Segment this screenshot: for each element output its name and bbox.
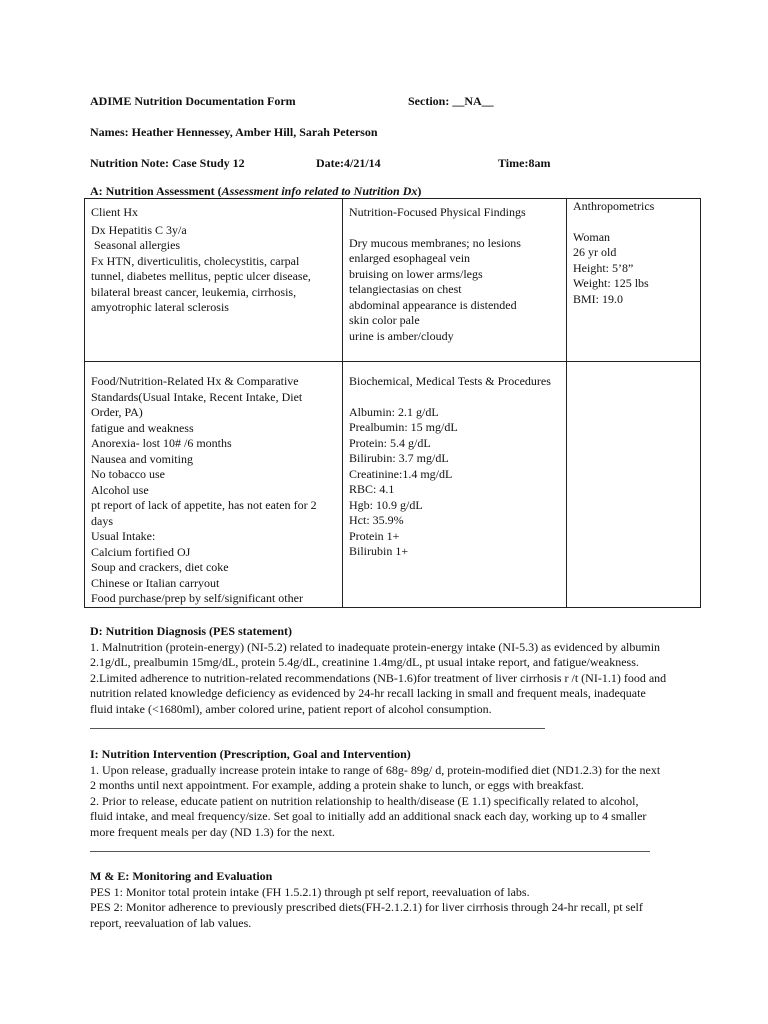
intervention-line: 2. Prior to release, educate patient on nutrition relationship to health/disease (E 1.1) specifically related to alcohol, [90, 793, 639, 808]
physical-findings-line: abdominal appearance is distended [349, 297, 517, 312]
nutrition-note: Nutrition Note: Case Study 12 [90, 156, 245, 170]
food-hx-line: fatigue and weakness [91, 420, 194, 435]
empty-cell [567, 362, 701, 608]
biochemical-line: Hgb: 10.9 g/dL [349, 497, 423, 512]
intervention-line: 1. Upon release, gradually increase protein intake to range of 68g- 89g/ d, protein-modified diet (ND1.2.3) for the next [90, 762, 661, 777]
physical-findings-line: telangiectasias on chest [349, 282, 462, 296]
form-title: ADIME Nutrition Documentation Form [90, 94, 296, 108]
food-hx-heading: Order, PA) [91, 405, 143, 419]
food-hx-line: No tobacco use [91, 467, 165, 481]
client-hx-line: Dx Hepatitis C 3y/a [91, 222, 187, 237]
names-line: Names: Heather Hennessey, Amber Hill, Sarah Peterson [90, 125, 378, 139]
biochemical-line: Hct: 35.9% [349, 513, 404, 527]
diagnosis-line: nutrition related knowledge deficiency as evidenced by 24-hr recall lacking in small and frequent meals, inadequate [90, 686, 646, 700]
physical-findings-line: Dry mucous membranes; no lesions [349, 235, 521, 250]
food-hx-line: pt report of lack of appetite, has not eaten for 2 [91, 498, 317, 512]
food-hx-line: Alcohol use [91, 482, 149, 497]
food-hx-line: Food purchase/prep by self/significant other [91, 591, 303, 605]
monitoring-title: M & E: Monitoring and Evaluation [90, 869, 273, 883]
biochemical-line: Creatinine:1.4 mg/dL [349, 466, 453, 481]
diagnosis-line: 1. Malnutrition (protein-energy) (NI-5.2) related to inadequate protein-energy intake (NI-5.3) as evidenced by albumin [90, 639, 661, 654]
food-hx-line: Calcium fortified OJ [91, 544, 191, 559]
time-field: Time:8am [498, 156, 551, 170]
anthropometrics-line: 26 yr old [573, 245, 617, 259]
biochemical-line: RBC: 4.1 [349, 482, 395, 496]
food-hx-line: Anorexia- lost 10# /6 months [91, 436, 232, 450]
assessment-title: A: Nutrition Assessment (Assessment info related to Nutrition Dx) [90, 184, 422, 198]
biochemical-line: Albumin: 2.1 g/dL [349, 404, 439, 419]
food-hx-line: Chinese or Italian carryout [91, 575, 220, 590]
section-field: Section: __NA__ [408, 94, 494, 108]
diagnosis-line: 2.Limited adherence to nutrition-related recommendations (NB-1.6)for treatment of liver cirrhosis r /t (NI-1.1) food and [90, 670, 667, 685]
biochemical-heading: Biochemical, Medical Tests & Procedures [349, 374, 551, 388]
diagnosis-title: D: Nutrition Diagnosis (PES statement) [90, 624, 292, 638]
assessment-table [84, 198, 701, 608]
physical-findings-line: skin color pale [349, 313, 420, 327]
anthropometrics-line: BMI: 19.0 [573, 291, 624, 306]
intervention-line: 2 months until next appointment. For example, adding a protein shake to lunch, or eggs with breakfast. [90, 778, 584, 792]
client-hx-line: bilateral breast cancer, leukemia, cirrhosis, [91, 284, 297, 299]
anthropometrics-line: Weight: 125 lbs [573, 276, 649, 290]
anthropometrics-line: Woman [573, 229, 611, 244]
food-hx-line: days [91, 513, 113, 528]
physical-findings-cell [343, 199, 567, 362]
diagnosis-line: fluid intake (<1680ml), amber colored urine, patient report of alcohol consumption. [90, 701, 492, 716]
biochemical-line: Protein: 5.4 g/dL [349, 435, 431, 450]
intervention-title: I: Nutrition Intervention (Prescription, Goal and Intervention) [90, 747, 411, 761]
biochemical-line: Bilirubin: 3.7 mg/dL [349, 451, 449, 465]
diagnosis-line: 2.1g/dL, prealbumin 15mg/dL, protein 5.4g/dL, creatinine 1.4mg/dL, pt usual intake report, and fatigue/weakness. [90, 655, 639, 669]
client-hx-line: Fx HTN, diverticulitis, cholecystitis, carpal [91, 253, 300, 268]
biochemical-line: Bilirubin 1+ [349, 544, 409, 558]
monitoring-line: PES 2: Monitor adherence to previously prescribed diets(FH-2.1.2.1) for liver cirrhosis through 24-hr recall, pt self [90, 900, 643, 914]
biochemical-cell [343, 362, 567, 608]
physical-findings-heading: Nutrition-Focused Physical Findings [349, 205, 526, 219]
biochemical-line: Protein 1+ [349, 528, 400, 543]
monitoring-line: PES 1: Monitor total protein intake (FH 1.5.2.1) through pt self report, reevaluation of labs. [90, 884, 530, 899]
monitoring-section [90, 869, 690, 931]
section-divider [90, 851, 650, 852]
anthropometrics-cell [567, 199, 701, 362]
physical-findings-line: urine is amber/cloudy [349, 328, 454, 343]
client-hx-line: amyotrophic lateral sclerosis [91, 300, 229, 314]
physical-findings-line: bruising on lower arms/legs [349, 266, 483, 281]
intervention-line: fluid intake, and meal frequency/size. Set goal to initially add an additional snack each day, working up to 4 smaller [90, 809, 647, 823]
client-hx-line: Seasonal allergies [91, 238, 181, 252]
intervention-section [90, 747, 690, 840]
food-hx-line: Usual Intake: [91, 529, 156, 543]
monitoring-line: report, reevaluation of lab values. [90, 915, 252, 930]
anthropometrics-heading: Anthropometrics [573, 199, 655, 213]
client-hx-heading: Client Hx [91, 205, 138, 219]
food-hx-heading: Standards(Usual Intake, Recent Intake, Diet [91, 389, 303, 404]
section-divider [90, 728, 545, 729]
intervention-line: more frequent meals per day (ND 1.3) for the next. [90, 824, 335, 839]
food-hx-line: Soup and crackers, diet coke [91, 560, 229, 574]
biochemical-line: Prealbumin: 15 mg/dL [349, 420, 458, 434]
client-hx-cell [85, 199, 343, 362]
client-hx-line: tunnel, diabetes mellitus, peptic ulcer disease, [91, 269, 311, 283]
physical-findings-line: enlarged esophageal vein [349, 251, 471, 265]
date-field: Date:4/21/14 [316, 156, 381, 170]
anthropometrics-line: Height: 5’8” [573, 260, 634, 275]
food-hx-heading: Food/Nutrition-Related Hx & Comparative [91, 374, 299, 388]
food-hx-line: Nausea and vomiting [91, 451, 193, 466]
food-hx-cell [85, 362, 343, 608]
diagnosis-section [90, 624, 690, 717]
